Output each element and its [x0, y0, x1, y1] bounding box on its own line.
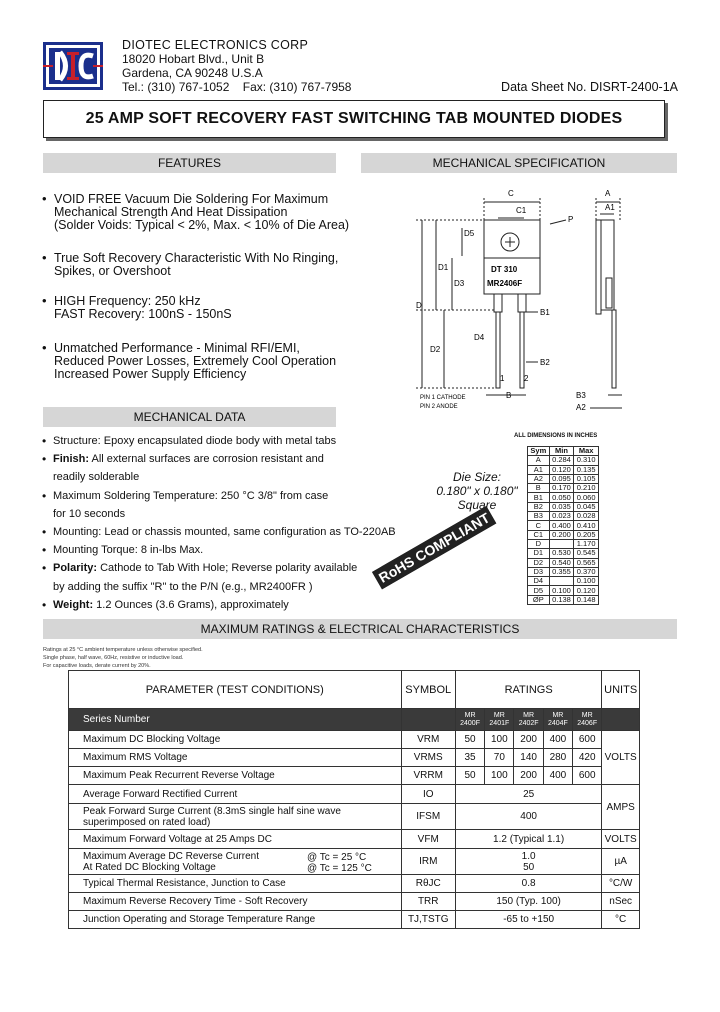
dim-label-C: C	[508, 189, 514, 198]
dims-row: C1 0.200 0.205	[528, 530, 599, 539]
table-row: Maximum Reverse Recovery Time - Soft Recovery TRR 150 (Typ. 100) nSec	[69, 893, 640, 911]
volts-unit: VOLTS	[602, 731, 640, 785]
svg-text:B: B	[506, 391, 512, 400]
features-list	[40, 193, 350, 391]
th-symbol: SYMBOL	[401, 671, 455, 709]
dims-row: C 0.400 0.410	[528, 521, 599, 530]
amps-unit: AMPS	[602, 785, 640, 830]
company-info	[122, 38, 351, 94]
mech-data-item: • Mounting: Lead or chassis mounted, same configuration as TO-220AB	[41, 523, 461, 541]
mech-spec-header: MECHANICAL SPECIFICATION	[361, 153, 677, 173]
th-parameter: PARAMETER (TEST CONDITIONS)	[69, 671, 402, 709]
th-units: UNITS	[602, 671, 640, 709]
feature-item: • HIGH Frequency: 250 kHz FAST Recovery: 100nS - 150nS	[40, 295, 350, 321]
svg-text:PIN 1 CATHODE: PIN 1 CATHODE	[420, 395, 466, 401]
series-2: MR 2402F	[514, 709, 543, 731]
svg-text:MR2406F: MR2406F	[487, 279, 523, 288]
features-header: FEATURES	[43, 153, 336, 173]
dims-row: ØP 0.138 0.148	[528, 595, 599, 604]
svg-text:2: 2	[524, 374, 529, 383]
feature-item: • VOID FREE Vacuum Die Soldering For Maximum Mechanical Strength And Heat Dissipation (Solder Voids: Typical < 2%, Max. < 10% of Die Area)	[40, 193, 350, 232]
svg-text:D2: D2	[430, 345, 441, 354]
svg-text:D1: D1	[438, 263, 449, 272]
svg-text:A: A	[605, 189, 611, 198]
company-address2: Gardena, CA 90248 U.S.A	[122, 66, 263, 80]
ratings-header: MAXIMUM RATINGS & ELECTRICAL CHARACTERISTICS	[43, 619, 677, 639]
mech-data-item: • Finish: All external surfaces are corrosion resistant and	[41, 450, 461, 468]
mech-data-item: • Polarity: Cathode to Tab With Hole; Reverse polarity available	[41, 559, 461, 577]
dims-row: B1 0.050 0.060	[528, 493, 599, 502]
mech-data-item: • Weight: 1.2 Ounces (3.6 Grams), approximately	[41, 596, 461, 614]
series-1: MR 2401F	[485, 709, 514, 731]
mech-data-item: by adding the suffix "R" to the P/N (e.g., MR2400FR )	[53, 580, 313, 593]
table-row: Maximum Average DC Reverse Current At Rated DC Blocking Voltage @ Tc = 25 °C @ Tc = 125 °C IRM 1.0 50 µA	[69, 849, 640, 875]
page-title: 25 AMP SOFT RECOVERY FAST SWITCHING TAB MOUNTED DIODES	[43, 100, 665, 138]
th-ratings: RATINGS	[455, 671, 601, 709]
rating-notes: Ratings at 25 °C ambient temperature unless otherwise specified. Single phase, half wave, 60Hz, resistive or inductive load. For capacitive loads, derate current by 20%.	[43, 647, 203, 669]
mech-data-item: readily solderable	[53, 471, 140, 484]
svg-text:D: D	[416, 301, 422, 310]
svg-text:PIN 2 ANODE: PIN 2 ANODE	[420, 404, 458, 410]
dims-row: B3 0.023 0.028	[528, 512, 599, 521]
svg-text:A1: A1	[605, 203, 615, 212]
dims-row: A 0.284 0.310	[528, 456, 599, 465]
table-row: Average Forward Rectified Current IO 25 AMPS	[69, 785, 640, 804]
table-row: Peak Forward Surge Current (8.3mS single half sine wave superimposed on rated load) IFSM 400	[69, 804, 640, 830]
mech-data-item: • Mounting Torque: 8 in-lbs Max.	[41, 541, 461, 559]
mech-data-list	[41, 432, 461, 614]
dims-header-row: Sym Min Max	[528, 447, 599, 456]
package-drawing	[400, 180, 640, 415]
phone: Tel.: (310) 767-1052	[122, 80, 230, 94]
feature-item: • Unmatched Performance - Minimal RFI/EMI, Reduced Power Losses, Extremely Cool Operation Increased Power Supply Efficiency	[40, 342, 350, 381]
mech-data-item: for 10 seconds	[53, 507, 126, 520]
dims-row: D3 0.355 0.370	[528, 567, 599, 576]
svg-text:P: P	[568, 215, 574, 224]
series-label: Series Number	[69, 709, 402, 731]
table-row: Maximum Peak Recurrent Reverse Voltage VRRM 50 100 200 400 600	[69, 767, 640, 785]
company-name: DIOTEC ELECTRONICS CORP	[122, 38, 309, 52]
dims-row: B 0.170 0.210	[528, 484, 599, 493]
series-3: MR 2404F	[543, 709, 572, 731]
dims-row: D 1.170	[528, 539, 599, 548]
rohs-badge: RoHS COMPLIANT	[372, 506, 496, 589]
mech-data-header: MECHANICAL DATA	[43, 407, 336, 427]
dims-row: A2 0.095 0.105	[528, 474, 599, 483]
series-4: MR 2406F	[573, 709, 602, 731]
table-row: Maximum DC Blocking Voltage VRM 50 100 200 400 600 VOLTS	[69, 731, 640, 749]
datasheet-number: Data Sheet No. DISRT-2400-1A	[501, 80, 678, 94]
dims-row: B2 0.035 0.045	[528, 502, 599, 511]
dims-row: D4 0.100	[528, 577, 599, 586]
table-row: Junction Operating and Storage Temperature Range TJ,TSTG -65 to +150 °C	[69, 911, 640, 929]
dims-row: D1 0.530 0.545	[528, 549, 599, 558]
feature-item: • True Soft Recovery Characteristic With No Ringing, Spikes, or Overshoot	[40, 252, 350, 278]
company-logo	[43, 42, 103, 90]
ratings-table	[68, 670, 640, 929]
svg-text:C1: C1	[516, 206, 527, 215]
dims-row: D5 0.100 0.120	[528, 586, 599, 595]
dims-caption: ALL DIMENSIONS IN INCHES	[514, 433, 598, 439]
dims-row: D2 0.540 0.565	[528, 558, 599, 567]
mech-data-item: • Maximum Soldering Temperature: 250 °C 3/8" from case	[41, 487, 461, 505]
die-size: Die Size: 0.180" x 0.180" Square	[436, 470, 518, 512]
table-row: Maximum Forward Voltage at 25 Amps DC VFM 1.2 (Typical 1.1) VOLTS	[69, 830, 640, 849]
svg-text:B2: B2	[540, 358, 550, 367]
svg-text:B1: B1	[540, 308, 550, 317]
table-row: Maximum RMS Voltage VRMS 35 70 140 280 420	[69, 749, 640, 767]
svg-text:1: 1	[500, 374, 505, 383]
svg-text:D5: D5	[464, 229, 475, 238]
dims-row: A1 0.120 0.135	[528, 465, 599, 474]
company-contact	[122, 80, 351, 94]
svg-text:DT 310: DT 310	[491, 265, 518, 274]
svg-text:A2: A2	[576, 403, 586, 412]
svg-text:D4: D4	[474, 333, 485, 342]
series-0: MR 2400F	[455, 709, 484, 731]
table-row: Typical Thermal Resistance, Junction to Case RθJC 0.8 °C/W	[69, 875, 640, 893]
company-address1: 18020 Hobart Blvd., Unit B	[122, 52, 265, 66]
fax: Fax: (310) 767-7958	[242, 80, 352, 94]
svg-text:B3: B3	[576, 391, 586, 400]
svg-text:D3: D3	[454, 279, 465, 288]
mech-data-item: • Structure: Epoxy encapsulated diode body with metal tabs	[41, 432, 461, 450]
